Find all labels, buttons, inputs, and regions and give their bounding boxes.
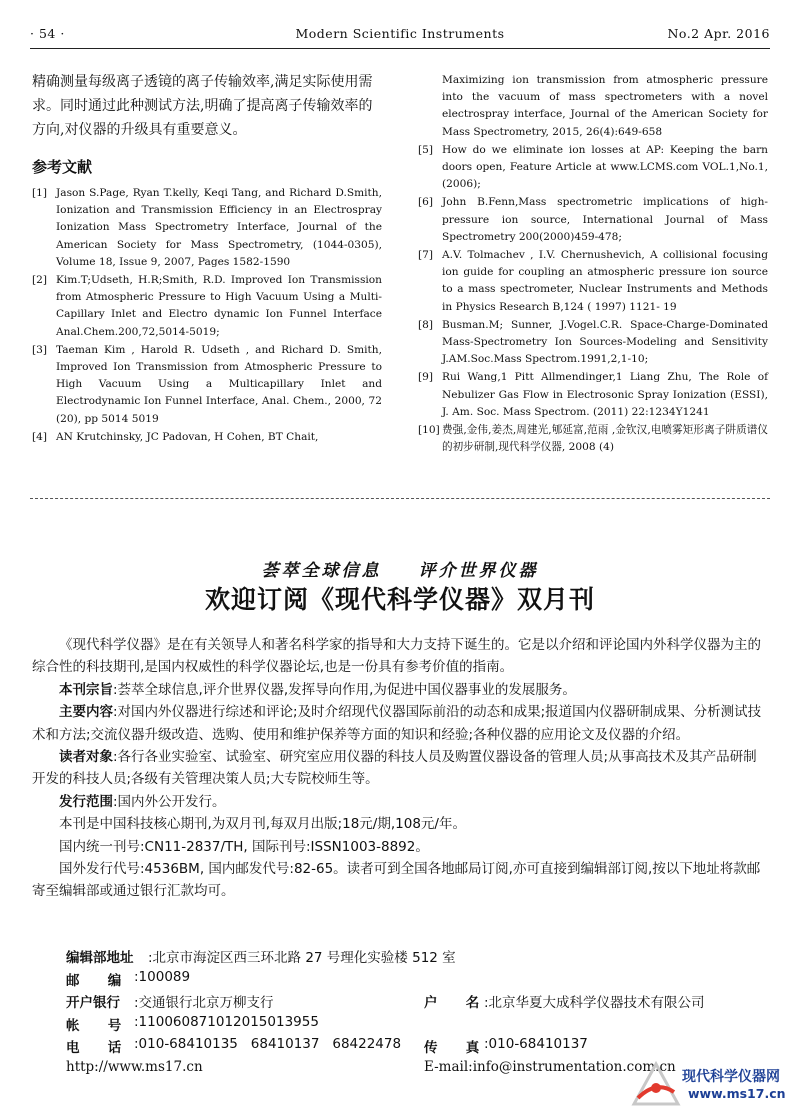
journal-name: Modern Scientific Instruments (295, 26, 505, 41)
website-link[interactable]: http://www.ms17.cn (66, 1058, 203, 1075)
reference-item (32, 185, 382, 271)
reference-item (418, 142, 768, 194)
reference-item (418, 247, 768, 316)
reference-text: AN Krutchinsky, JC Padovan, H Cohen, BT Chait, (56, 430, 319, 443)
reference-text: Rui Wang,1 Pitt Allmendinger,1 Liang Zhu, The Role of Nebulizer Gas Flow in Electrosonic Spray Ionization (ESSI), J. Am. Soc. Mass Spectrom. (2011) 22:1234Y1241 (442, 371, 768, 418)
reference-number: [5] (418, 143, 434, 156)
reference-number: [3] (32, 343, 48, 356)
contact-phone-row: 电 话 :010-68410135 68410137 68422478 传 真 :010-68410137 (66, 1036, 588, 1056)
reference-number: [2] (32, 274, 48, 287)
reference-text: A.V. Tolmachev , I.V. Chernushevich, A collisional focusing ion guide for coupling an atmospheric pressure ion source to a mass spectrometer, Nuclear Instruments and Methods in Physics Research B,124 ( 1997) 1121- 19 (442, 249, 768, 313)
references-list-left (32, 185, 382, 446)
conclusion-paragraph: 精确测量每级离子透镜的离子传输效率,满足实际使用需求。同时通过此种测试方法,明确了提高离子传输效率的方向,对仪器的升级具有重要意义。 (32, 74, 373, 138)
page-number: · 54 · (30, 26, 65, 41)
issue-info: No.2 Apr. 2016 (667, 26, 770, 41)
reference-number: [7] (418, 249, 434, 262)
slogan-part-1: 荟萃全球信息 (261, 561, 382, 581)
reference-item (32, 272, 382, 341)
header-rule (30, 48, 770, 49)
reference-number: [10] (418, 424, 440, 437)
ad-codes: 国外发行代号:4536BM, 国内邮发代号:82-65。读者可到全国各地邮局订阅,亦可直接到编辑部订阅,按以下地址将款邮寄至编辑部或通过银行汇款均可。 (32, 861, 761, 900)
logo-emblem-icon (630, 1058, 686, 1110)
ad-pricing: 本刊是中国科技核心期刊,为双月刊,每双月出版;18元/期,108元/年。 (59, 816, 466, 833)
reference-item (32, 342, 382, 428)
right-column (418, 72, 768, 457)
ad-purpose: 本刊宗旨:荟萃全球信息,评介世界仪器,发挥导向作用,为促进中国仪器事业的发展服务。 (59, 681, 576, 698)
references-list-right (418, 142, 768, 457)
page-header (30, 26, 770, 48)
reference-text: 费强,金伟,姜杰,周建光,郇延富,范雨 ,金钦汉,电喷雾矩形离子阱质谱仪的初步研制,现代科学仪器, 2008 (4) (442, 424, 768, 454)
reference-text: Taeman Kim , Harold R. Udseth , and Richard D. Smith, Improved Ion Transmission from Atmospheric Pressure to High Vacuum Using a Multicapillary Inlet and Electrodynamic Ion Funnel Interface, Anal. Chem., 2000, 72 (20), pp 5014 5019 (56, 343, 382, 425)
reference-item (32, 429, 382, 446)
contact-address-row: 编辑部地址 :北京市海淀区西三环北路 27 号理化实验楼 512 室 (66, 950, 456, 966)
reference-number: [1] (32, 187, 48, 199)
reference-item (418, 422, 768, 456)
contact-bank-row: 开户银行 :交通银行北京万柳支行 户 名 :北京华夏大成科学仪器技术有限公司 (66, 995, 705, 1011)
ad-slogan (0, 556, 800, 581)
reference-number: [4] (32, 430, 48, 443)
logo-name: 现代科学仪器网 (682, 1069, 780, 1085)
logo-url: www.ms17.cn (688, 1086, 786, 1101)
reference-item (418, 317, 768, 369)
references-title: 参考文献 (32, 158, 93, 176)
reference-number: [8] (418, 318, 434, 331)
reference-text: Kim.T;Udseth, H.R;Smith, R.D. Improved Ion Transmission from Atmospheric Pressure to High Vacuum Using a Multi-Capillary Inlet and Electro dynamic Ion Funnel Interface Anal.Chem.200,72,5014-5019; (56, 274, 382, 338)
dashed-separator (30, 498, 770, 499)
reference-text: How do we eliminate ion losses at AP: Keeping the barn doors open, Feature Article at www.LCMS.com VOL.1,No.1,(2006); (442, 143, 768, 191)
contact-zip-row: 邮 编 :100089 (66, 968, 191, 989)
reference-number: [9] (418, 371, 434, 384)
email-link[interactable]: E-mail:info@instrumentation.com.cn (424, 1058, 676, 1075)
reference-item (418, 369, 768, 421)
ad-intro: 《现代科学仪器》是在有关领导人和著名科学家的指导和大力支持下诞生的。它是以介绍和评论国内外科学仪器为主的综合性的科技期刊,是国内权威性的科学仪器论坛,也是一份具有参考价值的指南。 (32, 637, 761, 676)
reference-4-continued: Maximizing ion transmission from atmospheric pressure into the vacuum of mass spectrometers with a novel electrospray interface, Journal of the American Society for Mass Spectrometry, 2015, 26(4):649-658 (442, 74, 768, 138)
reference-text: John B.Fenn,Mass spectrometric implications of high-pressure ion source, International Journal of Mass Spectrometry 200(2000)459-478; (442, 196, 768, 243)
ad-cn: 国内统一刊号:CN11-2837/TH, 国际刊号:ISSN1003-8892。 (59, 838, 429, 855)
site-logo[interactable] (630, 1058, 800, 1110)
left-column (32, 64, 382, 447)
ad-body (32, 634, 768, 903)
ad-readers: 读者对象:各行各业实验室、试验室、研究室应用仪器的科技人员及购置仪器设备的管理人员;从事高技术及其产品研制开发的科技人员;各级有关管理决策人员;大专院校师生等。 (32, 749, 757, 788)
reference-text: Jason S.Page, Ryan T.kelly, Keqi Tang, and Richard D.Smith, Ionization and Transmission Efficiency in an Electrospray Ionization Mass Spectrometry Interface, Journal of the American Society for Mass Spectrometry, (1044-0305), Volume 18, Issue 9, 2007, Pages 1582-1590 (56, 187, 382, 268)
ad-content: 主要内容:对国内外仪器进行综述和评论;及时介绍现代仪器国际前沿的动态和成果;报道国内仪器研制成果、分析测试技术和方法;交流仪器升级改造、选购、使用和维护保养等方面的知识和经验;各种仪器的应用论文及仪器的介绍。 (32, 704, 762, 743)
reference-item (418, 194, 768, 246)
contact-account-row: 帐 号 :110060871012015013955 (66, 1013, 319, 1034)
ad-scope: 发行范围:国内外公开发行。 (59, 793, 226, 810)
reference-text: Busman.M; Sunner, J.Vogel.C.R. Space-Charge-Dominated Mass-Spectrometry Ion Sources-Modeling and Sensitivity J.AM.Soc.Mass Spectrom.1991,2,1-10; (442, 318, 768, 366)
ad-title: 欢迎订阅《现代科学仪器》双月刊 (204, 585, 595, 614)
reference-number: [6] (418, 196, 434, 209)
slogan-part-2: 评介世界仪器 (418, 561, 539, 581)
